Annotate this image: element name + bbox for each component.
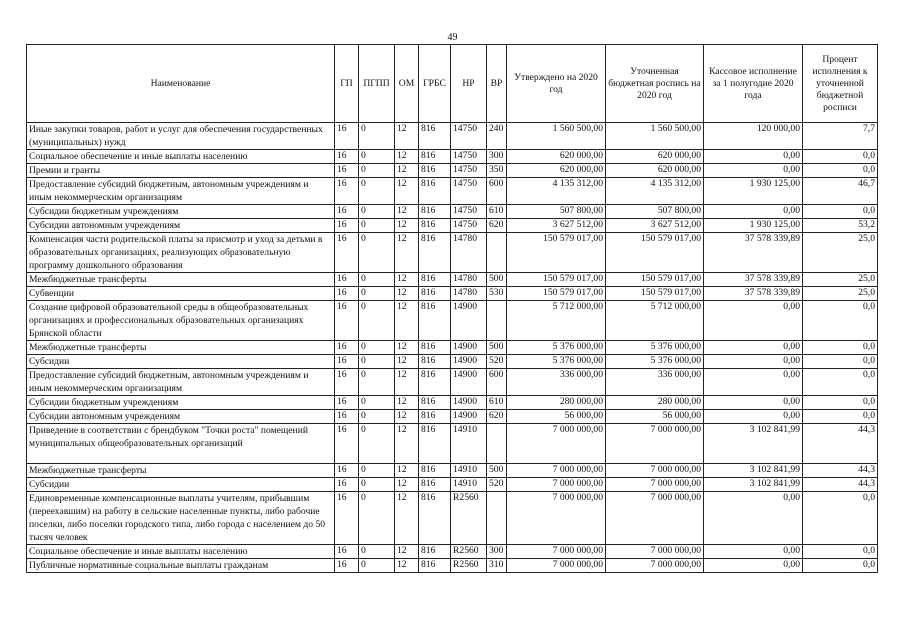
cell-gp: 16 xyxy=(335,341,359,355)
cell-ppgp: 0 xyxy=(359,369,395,396)
cell-om: 12 xyxy=(395,150,419,164)
cell-vr: 610 xyxy=(487,205,507,219)
cell-approved: 150 579 017,00 xyxy=(507,233,606,273)
cell-percent: 0,0 xyxy=(803,341,878,355)
cell-percent: 25,0 xyxy=(803,287,878,301)
cell-approved: 7 000 000,00 xyxy=(507,424,606,464)
cell-gp: 16 xyxy=(335,424,359,464)
cell-revised: 7 000 000,00 xyxy=(606,559,704,573)
cell-om: 12 xyxy=(395,559,419,573)
budget-table xyxy=(26,44,878,573)
cell-ppgp: 0 xyxy=(359,478,395,492)
cell-ppgp: 0 xyxy=(359,545,395,559)
cell-nr: 14900 xyxy=(451,369,487,396)
cell-revised: 56 000,00 xyxy=(606,410,704,424)
cell-revised: 150 579 017,00 xyxy=(606,287,704,301)
cell-name: Премии и гранты xyxy=(27,164,335,178)
cell-grbs: 816 xyxy=(419,424,451,464)
cell-grbs: 816 xyxy=(419,164,451,178)
cell-name: Предоставление субсидий бюджетным, автономным учреждениям и иным некоммерческим организациям xyxy=(27,369,335,396)
cell-cash: 0,00 xyxy=(704,396,803,410)
cell-gp: 16 xyxy=(335,178,359,205)
cell-cash: 37 578 339,89 xyxy=(704,273,803,287)
cell-ppgp: 0 xyxy=(359,559,395,573)
cell-nr: 14910 xyxy=(451,478,487,492)
cell-approved: 620 000,00 xyxy=(507,164,606,178)
cell-revised: 620 000,00 xyxy=(606,164,704,178)
header-vr: ВР xyxy=(487,45,507,123)
cell-ppgp: 0 xyxy=(359,355,395,369)
cell-ppgp: 0 xyxy=(359,219,395,233)
cell-vr: 240 xyxy=(487,123,507,150)
table-row xyxy=(27,219,878,233)
cell-approved: 620 000,00 xyxy=(507,150,606,164)
cell-name: Межбюджетные трансферты xyxy=(27,341,335,355)
cell-vr: 520 xyxy=(487,478,507,492)
cell-nr: 14750 xyxy=(451,205,487,219)
cell-percent: 0,0 xyxy=(803,559,878,573)
cell-gp: 16 xyxy=(335,273,359,287)
cell-om: 12 xyxy=(395,301,419,341)
cell-vr xyxy=(487,301,507,341)
cell-grbs: 816 xyxy=(419,341,451,355)
cell-name: Субсидии автономным учреждениям xyxy=(27,410,335,424)
header-percent: Процент исполнения к уточненной бюджетной росписи xyxy=(803,45,878,123)
cell-name: Социальное обеспечение и иные выплаты населению xyxy=(27,545,335,559)
table-row xyxy=(27,369,878,396)
cell-om: 12 xyxy=(395,396,419,410)
table-row xyxy=(27,287,878,301)
cell-gp: 16 xyxy=(335,301,359,341)
cell-vr: 350 xyxy=(487,164,507,178)
cell-nr: R2560 xyxy=(451,545,487,559)
cell-vr: 600 xyxy=(487,178,507,205)
table-row xyxy=(27,424,878,464)
cell-approved: 507 800,00 xyxy=(507,205,606,219)
cell-vr: 520 xyxy=(487,355,507,369)
cell-cash: 0,00 xyxy=(704,410,803,424)
cell-cash: 0,00 xyxy=(704,355,803,369)
cell-name: Субсидии бюджетным учреждениям xyxy=(27,205,335,219)
cell-revised: 7 000 000,00 xyxy=(606,492,704,545)
cell-revised: 1 560 500,00 xyxy=(606,123,704,150)
table-row xyxy=(27,150,878,164)
cell-nr: 14900 xyxy=(451,301,487,341)
cell-revised: 5 376 000,00 xyxy=(606,341,704,355)
cell-ppgp: 0 xyxy=(359,287,395,301)
cell-name: Субсидии бюджетным учреждениям xyxy=(27,396,335,410)
cell-om: 12 xyxy=(395,164,419,178)
cell-percent: 0,0 xyxy=(803,150,878,164)
cell-nr: 14780 xyxy=(451,287,487,301)
cell-approved: 7 000 000,00 xyxy=(507,478,606,492)
cell-nr: 14750 xyxy=(451,150,487,164)
cell-gp: 16 xyxy=(335,123,359,150)
cell-name: Межбюджетные трансферты xyxy=(27,464,335,478)
cell-name: Предоставление субсидий бюджетным, автономным учреждениям и иным некоммерческим организациям xyxy=(27,178,335,205)
cell-nr: R2560 xyxy=(451,559,487,573)
cell-grbs: 816 xyxy=(419,492,451,545)
cell-revised: 507 800,00 xyxy=(606,205,704,219)
cell-percent: 0,0 xyxy=(803,164,878,178)
cell-cash: 120 000,00 xyxy=(704,123,803,150)
cell-revised: 3 627 512,00 xyxy=(606,219,704,233)
cell-nr: 14900 xyxy=(451,396,487,410)
cell-vr: 530 xyxy=(487,287,507,301)
cell-percent: 44,3 xyxy=(803,464,878,478)
table-row xyxy=(27,478,878,492)
cell-ppgp: 0 xyxy=(359,341,395,355)
cell-name: Субсидии xyxy=(27,478,335,492)
cell-vr xyxy=(487,492,507,545)
cell-gp: 16 xyxy=(335,559,359,573)
cell-gp: 16 xyxy=(335,396,359,410)
header-om: ОМ xyxy=(395,45,419,123)
cell-om: 12 xyxy=(395,287,419,301)
cell-revised: 7 000 000,00 xyxy=(606,424,704,464)
cell-percent: 0,0 xyxy=(803,410,878,424)
cell-ppgp: 0 xyxy=(359,150,395,164)
table-header-row xyxy=(27,45,878,123)
cell-gp: 16 xyxy=(335,545,359,559)
cell-grbs: 816 xyxy=(419,219,451,233)
cell-nr: 14900 xyxy=(451,355,487,369)
cell-gp: 16 xyxy=(335,164,359,178)
cell-approved: 5 712 000,00 xyxy=(507,301,606,341)
cell-om: 12 xyxy=(395,178,419,205)
cell-percent: 0,0 xyxy=(803,205,878,219)
cell-ppgp: 0 xyxy=(359,123,395,150)
cell-percent: 0,0 xyxy=(803,396,878,410)
cell-approved: 280 000,00 xyxy=(507,396,606,410)
cell-om: 12 xyxy=(395,205,419,219)
cell-cash: 3 102 841,99 xyxy=(704,464,803,478)
cell-percent: 44,3 xyxy=(803,424,878,464)
cell-cash: 0,00 xyxy=(704,164,803,178)
cell-revised: 620 000,00 xyxy=(606,150,704,164)
table-row xyxy=(27,545,878,559)
cell-nr: 14900 xyxy=(451,341,487,355)
cell-vr: 500 xyxy=(487,273,507,287)
cell-vr: 620 xyxy=(487,410,507,424)
table-row xyxy=(27,205,878,219)
cell-vr: 620 xyxy=(487,219,507,233)
cell-name: Субсидии xyxy=(27,355,335,369)
cell-approved: 1 560 500,00 xyxy=(507,123,606,150)
cell-gp: 16 xyxy=(335,233,359,273)
cell-name: Социальное обеспечение и иные выплаты населению xyxy=(27,150,335,164)
cell-vr xyxy=(487,233,507,273)
header-approved: Утверждено на 2020 год xyxy=(507,45,606,123)
cell-grbs: 816 xyxy=(419,301,451,341)
cell-gp: 16 xyxy=(335,150,359,164)
cell-percent: 44,3 xyxy=(803,478,878,492)
cell-om: 12 xyxy=(395,355,419,369)
cell-grbs: 816 xyxy=(419,396,451,410)
cell-gp: 16 xyxy=(335,464,359,478)
cell-om: 12 xyxy=(395,492,419,545)
cell-approved: 7 000 000,00 xyxy=(507,492,606,545)
cell-ppgp: 0 xyxy=(359,424,395,464)
cell-nr: R2560 xyxy=(451,492,487,545)
cell-cash: 0,00 xyxy=(704,559,803,573)
cell-revised: 7 000 000,00 xyxy=(606,545,704,559)
cell-om: 12 xyxy=(395,341,419,355)
header-revised: Уточненная бюджетная роспись на 2020 год xyxy=(606,45,704,123)
cell-nr: 14780 xyxy=(451,273,487,287)
cell-om: 12 xyxy=(395,123,419,150)
cell-nr: 14780 xyxy=(451,233,487,273)
cell-grbs: 816 xyxy=(419,205,451,219)
table-row xyxy=(27,123,878,150)
cell-om: 12 xyxy=(395,219,419,233)
table-row xyxy=(27,341,878,355)
cell-cash: 1 930 125,00 xyxy=(704,219,803,233)
cell-nr: 14750 xyxy=(451,178,487,205)
cell-revised: 5 712 000,00 xyxy=(606,301,704,341)
cell-cash: 0,00 xyxy=(704,369,803,396)
cell-cash: 3 102 841,99 xyxy=(704,478,803,492)
cell-nr: 14900 xyxy=(451,410,487,424)
cell-gp: 16 xyxy=(335,287,359,301)
cell-ppgp: 0 xyxy=(359,273,395,287)
cell-name: Приведение в соответствии с брендбуком "Точки роста" помещений муниципальных общеобразовательных организаций xyxy=(27,424,335,464)
cell-revised: 336 000,00 xyxy=(606,369,704,396)
cell-vr: 300 xyxy=(487,545,507,559)
cell-name: Создание цифровой образовательной среды в общеобразовательных организациях и профессиональных образовательных организациях Брянской области xyxy=(27,301,335,341)
cell-approved: 150 579 017,00 xyxy=(507,287,606,301)
cell-revised: 150 579 017,00 xyxy=(606,273,704,287)
cell-cash: 3 102 841,99 xyxy=(704,424,803,464)
cell-name: Компенсация части родительской платы за присмотр и уход за детьми в образовательных организациях, реализующих образовательную программу дошкольного образования xyxy=(27,233,335,273)
table-row xyxy=(27,410,878,424)
cell-cash: 0,00 xyxy=(704,492,803,545)
cell-grbs: 816 xyxy=(419,233,451,273)
table-row xyxy=(27,178,878,205)
cell-name: Межбюджетные трансферты xyxy=(27,273,335,287)
cell-vr: 500 xyxy=(487,341,507,355)
cell-percent: 0,0 xyxy=(803,301,878,341)
cell-vr: 500 xyxy=(487,464,507,478)
table-row xyxy=(27,273,878,287)
cell-name: Субвенции xyxy=(27,287,335,301)
cell-vr: 300 xyxy=(487,150,507,164)
cell-ppgp: 0 xyxy=(359,410,395,424)
cell-grbs: 816 xyxy=(419,369,451,396)
cell-vr: 310 xyxy=(487,559,507,573)
cell-revised: 5 376 000,00 xyxy=(606,355,704,369)
cell-name: Единовременные компенсационные выплаты учителям, прибывшим (переехавшим) на работу в сельские населенные пункты, либо рабочие поселки, либо поселки городского типа, либо города с населением до 50 тысяч человек xyxy=(27,492,335,545)
header-nr: НР xyxy=(451,45,487,123)
table-row xyxy=(27,559,878,573)
cell-cash: 0,00 xyxy=(704,150,803,164)
table-row xyxy=(27,492,878,545)
cell-revised: 7 000 000,00 xyxy=(606,464,704,478)
cell-om: 12 xyxy=(395,424,419,464)
cell-revised: 7 000 000,00 xyxy=(606,478,704,492)
cell-cash: 0,00 xyxy=(704,301,803,341)
cell-cash: 0,00 xyxy=(704,341,803,355)
cell-om: 12 xyxy=(395,410,419,424)
cell-approved: 7 000 000,00 xyxy=(507,464,606,478)
cell-nr: 14910 xyxy=(451,464,487,478)
cell-percent: 7,7 xyxy=(803,123,878,150)
cell-approved: 5 376 000,00 xyxy=(507,341,606,355)
cell-approved: 4 135 312,00 xyxy=(507,178,606,205)
cell-nr: 14750 xyxy=(451,164,487,178)
table-row xyxy=(27,164,878,178)
cell-gp: 16 xyxy=(335,219,359,233)
cell-grbs: 816 xyxy=(419,478,451,492)
header-cash: Кассовое исполнение за 1 полугодие 2020 года xyxy=(704,45,803,123)
cell-name: Субсидии автономным учреждениям xyxy=(27,219,335,233)
cell-revised: 280 000,00 xyxy=(606,396,704,410)
cell-approved: 7 000 000,00 xyxy=(507,545,606,559)
table-row xyxy=(27,396,878,410)
cell-om: 12 xyxy=(395,369,419,396)
cell-name: Иные закупки товаров, работ и услуг для обеспечения государственных (муниципальных) нужд xyxy=(27,123,335,150)
page-number: 49 xyxy=(447,32,458,43)
header-name: Наименование xyxy=(27,45,335,123)
cell-percent: 0,0 xyxy=(803,369,878,396)
header-gp: ГП xyxy=(335,45,359,123)
cell-approved: 3 627 512,00 xyxy=(507,219,606,233)
cell-grbs: 816 xyxy=(419,287,451,301)
cell-ppgp: 0 xyxy=(359,396,395,410)
cell-grbs: 816 xyxy=(419,545,451,559)
cell-percent: 46,7 xyxy=(803,178,878,205)
cell-grbs: 816 xyxy=(419,559,451,573)
cell-ppgp: 0 xyxy=(359,464,395,478)
cell-vr: 610 xyxy=(487,396,507,410)
cell-percent: 53,2 xyxy=(803,219,878,233)
table-row xyxy=(27,301,878,341)
cell-ppgp: 0 xyxy=(359,301,395,341)
cell-ppgp: 0 xyxy=(359,492,395,545)
cell-percent: 0,0 xyxy=(803,355,878,369)
table-row xyxy=(27,355,878,369)
cell-grbs: 816 xyxy=(419,123,451,150)
cell-grbs: 816 xyxy=(419,410,451,424)
header-grbs: ГРБС xyxy=(419,45,451,123)
cell-approved: 56 000,00 xyxy=(507,410,606,424)
cell-percent: 0,0 xyxy=(803,492,878,545)
cell-grbs: 816 xyxy=(419,178,451,205)
cell-gp: 16 xyxy=(335,369,359,396)
cell-nr: 14910 xyxy=(451,424,487,464)
cell-ppgp: 0 xyxy=(359,178,395,205)
cell-approved: 7 000 000,00 xyxy=(507,559,606,573)
cell-cash: 1 930 125,00 xyxy=(704,178,803,205)
cell-om: 12 xyxy=(395,545,419,559)
table-row xyxy=(27,233,878,273)
header-ppgp: ПГПП xyxy=(359,45,395,123)
cell-gp: 16 xyxy=(335,355,359,369)
cell-grbs: 816 xyxy=(419,150,451,164)
cell-nr: 14750 xyxy=(451,123,487,150)
cell-name: Публичные нормативные социальные выплаты гражданам xyxy=(27,559,335,573)
cell-om: 12 xyxy=(395,273,419,287)
cell-om: 12 xyxy=(395,478,419,492)
cell-revised: 150 579 017,00 xyxy=(606,233,704,273)
cell-ppgp: 0 xyxy=(359,205,395,219)
cell-vr: 600 xyxy=(487,369,507,396)
cell-gp: 16 xyxy=(335,410,359,424)
cell-revised: 4 135 312,00 xyxy=(606,178,704,205)
cell-percent: 25,0 xyxy=(803,273,878,287)
cell-vr xyxy=(487,424,507,464)
cell-cash: 0,00 xyxy=(704,205,803,219)
cell-ppgp: 0 xyxy=(359,164,395,178)
cell-gp: 16 xyxy=(335,205,359,219)
cell-cash: 37 578 339,89 xyxy=(704,233,803,273)
cell-cash: 0,00 xyxy=(704,545,803,559)
cell-approved: 5 376 000,00 xyxy=(507,355,606,369)
cell-om: 12 xyxy=(395,464,419,478)
cell-grbs: 816 xyxy=(419,355,451,369)
cell-approved: 150 579 017,00 xyxy=(507,273,606,287)
cell-ppgp: 0 xyxy=(359,233,395,273)
cell-grbs: 816 xyxy=(419,273,451,287)
cell-percent: 25,0 xyxy=(803,233,878,273)
cell-grbs: 816 xyxy=(419,464,451,478)
cell-percent: 0,0 xyxy=(803,545,878,559)
cell-nr: 14750 xyxy=(451,219,487,233)
cell-approved: 336 000,00 xyxy=(507,369,606,396)
cell-gp: 16 xyxy=(335,478,359,492)
cell-gp: 16 xyxy=(335,492,359,545)
table-row xyxy=(27,464,878,478)
cell-om: 12 xyxy=(395,233,419,273)
cell-cash: 37 578 339,89 xyxy=(704,287,803,301)
